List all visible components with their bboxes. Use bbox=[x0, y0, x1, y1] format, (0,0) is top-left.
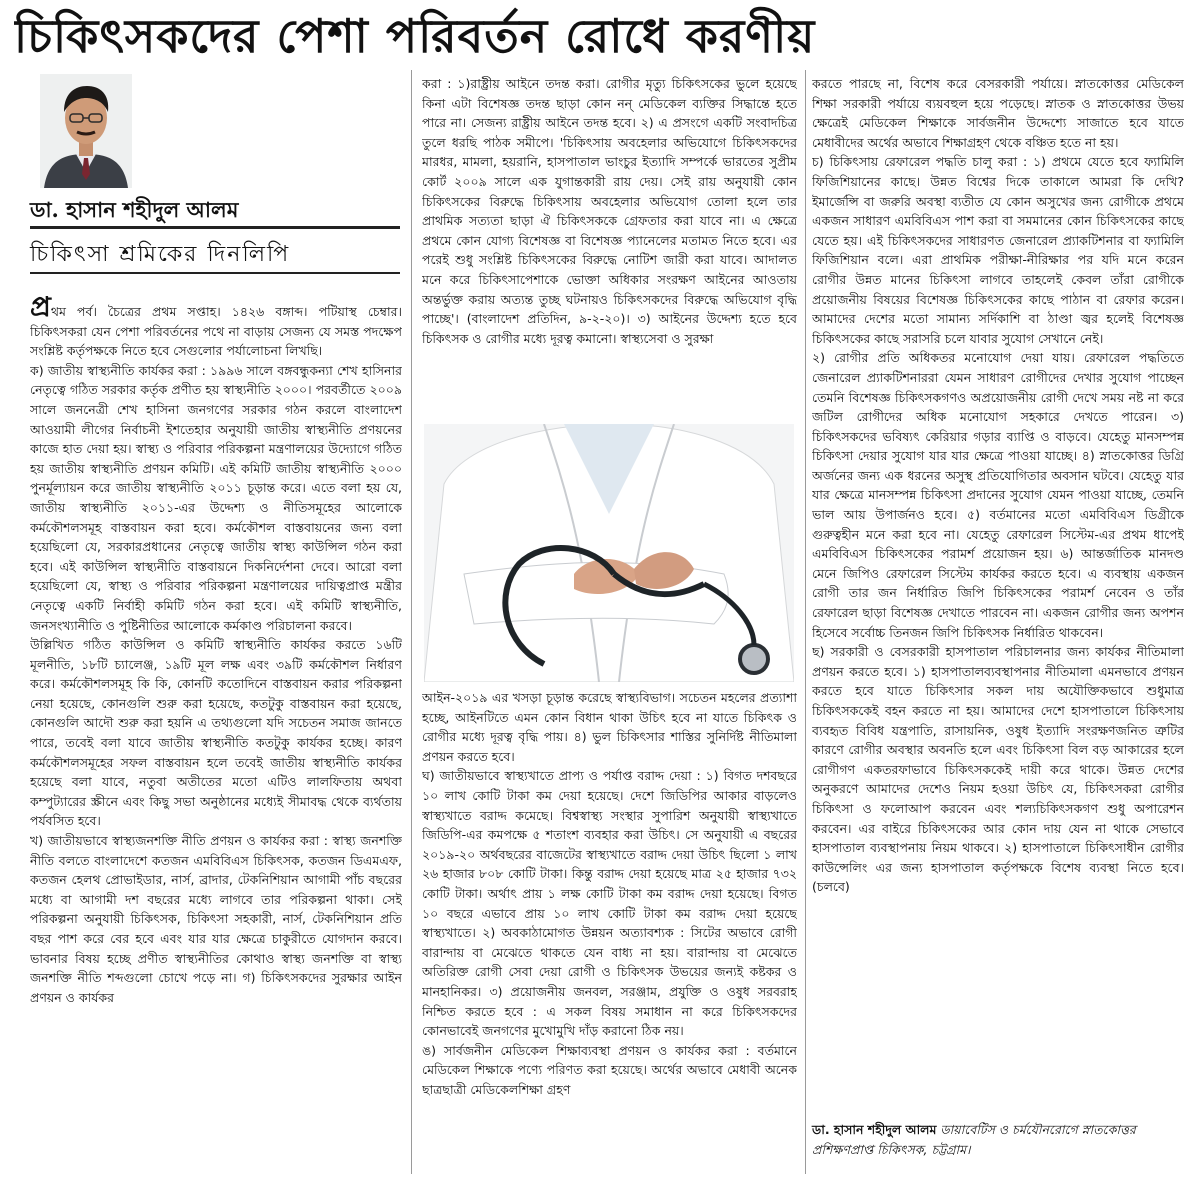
article-column-1 bbox=[30, 296, 402, 1168]
headline: চিকিৎসকদের পেশা পরিবর্তন রোধে করণীয় bbox=[14, 9, 816, 63]
paragraph: ২) রোগীর প্রতি অধিকতর মনোযোগ দেয়া যায়। রেফারেল পদ্ধতিতে জেনারেল প্র্যাকটিশনাররা যেমন সাধারণ রোগীদের দেখার সুযোগ পাচ্ছেন তেমনি বিশেষজ্ঞ চিকিৎসকগণও অপ্রয়োজনীয় রোগী দেখে সময় নষ্ট না করে জটিল রোগীদের অধিক মনোযোগ সহকারে দেখতে পারেন। ৩) চিকিৎসকদের ভবিষ্যৎ কেরিয়ার গড়ার ব্যাপ্তি ও বাড়বে। যেহেতু মানসম্পন্ন চিকিৎসা দেয়ার সুযোগ যার যার ক্ষেত্রে পাওয়া যাচ্ছে। ৪) স্নাতকোত্তর ডিগ্রি অর্জনের জন্য এক ধরনের অসুস্থ প্রতিযোগিতার অবসান ঘটবে। যেহেতু যার যার ক্ষেত্রে মানসম্পন্ন চিকিৎসা প্রদানের সুযোগ যেমন পাওয়া যাচ্ছে, তেমনি ভাল আয় উপার্জনও হবে। ৫) বর্তমানের মতো এমবিবিএস ডিগ্রীকে গুরুত্বহীন মনে করা হবে না। যেহেতু রেফারেল সিস্টেম-এর প্রথম ধাপেই এমবিবিএস চিকিৎসকের পরামর্শ প্রয়োজন হয়। ৬) আন্তর্জাতিক মানদণ্ড মেনে জিপিও রেফারেল সিস্টেম কার্যকর করতে হবে। এ ব্যবস্থায় একজন রোগী তার জন নির্ধারিত জিপি চিকিৎসকের পরামর্শ নেবেন ও তাঁর রেফারেল ছাড়া বিশেষজ্ঞ দেখাতে পারবেন না। একজন রোগীর জন্য অপশন হিসেবে সর্বোচ্চ তিনজন জিপি চিকিৎসক নির্ধারিত থাকবেন। bbox=[812, 350, 1184, 640]
article-column-3 bbox=[812, 74, 1184, 1094]
column-divider bbox=[805, 70, 806, 1174]
paragraph-text: থম পর্ব। চৈত্রের প্রথম সপ্তাহ। ১৪২৬ বঙ্গাব্দ। পটিয়াস্থ চেম্বার। চিকিৎসকরা যেন পেশা পরিবর্তনের পথে না বাড়ায় সেজন্য যে সমস্ত পদক্ষেপ সংশ্লিষ্ট কর্তৃপক্ষকে নিতে হবে সেগুলোর পর্যালোচনা লিখছি। bbox=[30, 304, 402, 359]
column-title: চিকিৎসা শ্রমিকের দিনলিপি bbox=[30, 242, 291, 267]
paragraph: চ) চিকিৎসায় রেফারেল পদ্ধতি চালু করা : ১) প্রথমে যেতে হবে ফ্যামিলি ফিজিশিয়ানের কাছে। উন্নত বিশ্বের দিকে তাকালে আমরা কি দেখি? ইমার্জেন্সি বা জরুরি অবস্থা ব্যতীত যে কোন অসুখের জন্য রোগীকে প্রথমে একজন সাধারণ এমবিবিএস পাশ করা বা সমমানের কোন চিকিৎসকের কাছে যেতে হয়। এই চিকিৎসকদের সাধারণত জেনারেল প্র্যাকটিশনার বা ফ্যামিলি ফিজিশিয়ান বলে। এরা প্রাথমিক পরীক্ষা-নীরিক্ষার পর যদি মনে করেন রোগীর উন্নত মানের চিকিৎসা লাগবে তাহলেই কেবল তাঁরা রোগীকে প্রয়োজনীয় বিষয়ের বিশেষজ্ঞ চিকিৎসকের কাছে পাঠান বা রেফার করেন। আমাদের দেশের মতো সামান্য সর্দিকাশি বা ঠাণ্ডা জ্বর হলেই বিশেষজ্ঞ চিকিৎসকের কাছে সরাসরি চলে যাবার সুযোগ সেখানে নেই। bbox=[812, 154, 1184, 346]
author-photo bbox=[40, 74, 132, 188]
paragraph: ছ) সরকারী ও বেসরকারী হাসপাতাল পরিচালনার জন্য কার্যকর নীতিমালা প্রণয়ন করতে হবে। ১) হাসপাতালব্যবস্থাপনার নীতিমালা এমনভাবে প্রণয়ন করতে হবে যাতে চিকিৎসার সকল দায় অযৌক্তিকভাবে শুধুমাত্র চিকিৎসককেই বহন করতে না হয়। আমাদের দেশে হাসপাতালে চিকিৎসায় ব্যবহৃত বিবিধ যন্ত্রপাতি, রাসায়নিক, ওষুধ ইত্যাদি সংরক্ষণজনিত ত্রুটির কারণে রোগীর অবস্থার অবনতি হলে এবং চিকিৎসা বিল বড় আকারের হলে রোগীগণ একতরফাভাবে চিকিৎসককেই দায়ী করে থাকে। উন্নত দেশের অনুকরণে আমাদের দেশেও নিয়ম হওয়া উচিৎ যে, চিকিৎসকরা রোগীর চিকিৎসা ও ফলোআপ করবেন এবং শল্যচিকিৎসকগণ শুধু অপারেশন করবেন। এর বাইরে চিকিৎসকের আর কোন দায় যেন না থাকে সেভাবে হাসপাতাল ব্যবস্থাপনায় নিয়ম থাকবে। ২) হাসপাতালে চিকিৎসাধীন রোগীর কাউন্সেলিং এর জন্য হাসপাতাল কর্তৃপক্ষকে বিশেষ ব্যবস্থা নিতে হবে। (চলবে) bbox=[812, 644, 1184, 895]
paragraph: করা : ১)রাষ্ট্রীয় আইনে তদন্ত করা। রোগীর মৃত্যু চিকিৎসকের ভুলে হয়েছে কিনা এটা বিশেষজ্ঞ তদন্ত ছাড়া কোন নন্ মেডিকেল ব্যক্তির সিদ্ধান্তে হতে পারে না। সেজন্য রাষ্ট্রীয় আইনে তদন্ত হবে। ২) এ প্রসংগে একটি সংবাদচিত্র তুলে ধরছি পাঠক সমীপে। 'চিকিৎসায় অবহেলার অভিযোগে চিকিৎসকদের মারধর, মামলা, হয়রানি, হাসপাতাল ভাংচুর ইত্যাদি সম্পর্কে ভারতের সুপ্রীম কোর্ট ২০০৯ সালে এক যুগান্তকারী রায় দেয়। সেই রায় অনুযায়ী কোন চিকিৎসকের বিরুদ্ধে চিকিৎসায় অবহেলার অভিযোগ তোলা হলে তার প্রাথমিক সত্যতা ছাড়া ঐ চিকিৎসককে গ্রেফতার করা যাবে না। এ ক্ষেত্রে প্রথমে কোন যোগ্য বিশেষজ্ঞ বা বিশেষজ্ঞ প্যানেলের মতামত নিতে হবে। এর পরেই শুধু সংশ্লিষ্ট চিকিৎসকের বিরুদ্ধে নোটিশ জারী করা যাবে। আদালত মনে করে চিকিৎসাপেশাকে ভোক্তা অধিকার সংরক্ষণ আইনের আওতায় অন্তর্ভুক্ত করায় অত্যন্ত তুচ্ছ ঘটনায়ও চিকিৎসকদের বিরুদ্ধে অভিযোগ বৃদ্ধি পাচ্ছে'। (বাংলাদেশ প্রতিদিন, ৯-২-২০)। ৩) আইনের উদ্দেশ্য হতে হবে চিকিৎসক ও রোগীর মধ্যে দূরত্ব কমানো। স্বাস্থ্যসেবা ও সুরক্ষা bbox=[422, 76, 797, 346]
drop-cap: প্র bbox=[30, 296, 51, 323]
paragraph: খ) জাতীয়ভাবে স্বাস্থ্যজনশক্তি নীতি প্রণয়ন ও কার্যকর করা : স্বাস্থ্য জনশক্তি নীতি বলতে বাংলাদেশে কতজন এমবিবিএস চিকিৎসক, কতজন ডিএমএফ, কতজন হেলথ প্রোভাইডার, নার্স, ব্রাদার, টেকনিশিয়ান আগামী পাঁচ বছরের মধ্যে বা আগামী দশ বছরের মধ্যে লাগবে তার পরিকল্পনা থাকা। সেই পরিকল্পনা অনুযায়ী চিকিৎসক, চিকিৎসা সহকারী, নার্স, টেকনিশিয়ান প্রতি বছর পাশ করে বের হবে এবং যার যার ক্ষেত্রে চাকুরীতে যোগদান করবে। ভাবনার বিষয় হচ্ছে প্রণীত স্বাস্থ্যনীতির কোথাও স্বাস্থ্য জনশক্তি বা স্বাস্থ্য জনশক্তি নীতি শব্দগুলো চোখে পড়ে না। গ) চিকিৎসকদের সুরক্ষার আইন প্রণয়ন ও কার্যকর bbox=[30, 833, 402, 1005]
paragraph: আইন-২০১৯ এর খসড়া চূড়ান্ত করেছে স্বাস্থ্যবিভাগ। সচেতন মহলের প্রত্যাশা হচ্ছে, আইনটিতে এমন কোন বিধান থাকা উচিৎ হবে না যাতে চিকিৎক ও রোগীর মধ্যে দূরত্ব বৃদ্ধি পায়। ৪) ভুল চিকিৎসার শাস্তির সুনির্দিষ্ট নীতিমালা প্রণয়ন করতে হবে। bbox=[422, 690, 797, 764]
author-name: ডা. হাসান শহীদুল আলম bbox=[30, 197, 239, 222]
paragraph: করতে পারছে না, বিশেষ করে বেসরকারী পর্যায়ে। স্নাতকোত্তর মেডিকেল শিক্ষা সরকারী পর্যায়ে ব্যয়বহুল হয়ে পড়েছে। স্নাতক ও স্নাতকোত্তর উভয় ক্ষেত্রেই মেডিকেল শিক্ষাকে সার্বজনীন উদ্দেশ্যে সাজাতে হবে যাতে মেধাবীদের অর্থের অভাবে শিক্ষাগ্রহণ থেকে বঞ্চিত হতে না হয়। bbox=[812, 76, 1184, 150]
divider bbox=[30, 272, 400, 274]
paragraph: উল্লিখিত গঠিত কাউন্সিল ও কমিটি স্বাস্থ্যনীতি কার্যকর করতে ১৬টি মূলনীতি, ১৮টি চ্যালেঞ্জ, ১৯টি মূল লক্ষ এবং ৩৯টি কর্মকৌশল নির্ধারণ করে। কর্মকৌশলসমূহ কি কি, কোনটি কতোদিনে বাস্তবায়ন করার পরিকল্পনা নেয়া হয়েছে, কোনগুলি শুরু করা হয়েছে, কতটুকু বাস্তবায়ন করা হয়েছে, কোনগুলি আদৌ শুরু করা হয়নি এ তথ্যগুলো যদি সচেতন সমাজ জানতে পারে, তবেই বলা যাবে জাতীয় স্বাস্থ্যনীতি কতটুকু কার্যকর হচ্ছে। কারণ কর্মকৌশলসমূহের সফল বাস্তবায়ন হলে তবেই জাতীয় স্বাস্থ্যনীতি কার্যকর হয়েছে বলা যাবে, নতুবা অতীতের মতো এটিও লালফিতায় অথবা কম্পুট্যারের স্ক্রীনে এবং কিছু সভা অনুষ্ঠানের মধ্যেই সীমাবদ্ধ থেকে ব্যর্থতায় পর্যবসিত হবে। bbox=[30, 637, 402, 829]
divider bbox=[30, 226, 400, 229]
byline-author-name: ডা. হাসান শহীদুল আলম bbox=[812, 1122, 937, 1137]
doctor-stethoscope-image bbox=[424, 424, 794, 682]
article-column-2-top bbox=[422, 74, 797, 420]
paragraph: ঘ) জাতীয়ভাবে স্বাস্থ্যখাতে প্রাপ্য ও পর্যাপ্ত বরাদ্দ দেয়া : ১) বিগত দশবছরে ১০ লাখ কোটি টাকা কম দেয়া হয়েছে। দেশে জিডিপির আকার বাড়লেও স্বাস্থ্যখাতে বরাদ্দ কমেছে। বিশ্বস্বাস্থ্য সংস্থার সুপারিশ অনুযায়ী স্বাস্থ্যখাতে জিডিপি-এর কমপক্ষে ৫ শতাংশ ব্যবহার করা উচিৎ। সে অনুযায়ী এ বছরের ২০১৯-২০ অর্থবছরের বাজেটের স্বাস্থ্যখাতে বরাদ্দ দেয়া উচিৎ ছিলো ১ লাখ ২৬ হাজার ৮০৮ কোটি টাকা। কিন্তু বরাদ্দ দেয়া হয়েছে মাত্র ২৫ হাজার ৭৩২ কোটি টাকা। অর্থাৎ প্রায় ১ লক্ষ কোটি টাকা কম বরাদ্দ দেয়া হয়েছে। বিগত ১০ বছরে এভাবে প্রায় ১০ লাখ কোটি টাকা কম বরাদ্দ দেয়া হয়েছে স্বাস্থ্যখাতে। ২) অবকাঠামোগত উন্নয়ন অত্যাবশ্যক : সিটের অভাবে রোগী বারান্দায় বা মেঝেতে থাকতে যেন বাধ্য না হয়। বারান্দায় বা মেঝেতে অতিরিক্ত রোগী সেবা দেয়া রোগী ও চিকিৎসক উভয়ের জন্যই কষ্টকর ও মানহানিকর। ৩) প্রয়োজনীয় জনবল, সরঞ্জাম, প্রযুক্তি ও ওষুধ সরবরাহ নিশ্চিত করতে হবে : এ সকল বিষয় সমাধান না করে চিকিৎসকদের কোনভাবেই জনগণের মুখোমুখি দাঁড় করানো ঠিক নয়। bbox=[422, 768, 797, 1039]
paragraph: ক) জাতীয় স্বাস্থ্যনীতি কার্যকর করা : ১৯৯৬ সালে বঙ্গবন্ধুকন্যা শেখ হাসিনার নেতৃত্বে গঠিত সরকার কর্তৃক প্রণীত হয় স্বাস্থ্যনীতি ২০০০। পরবর্তীতে ২০০৯ সালে জননেত্রী শেখ হাসিনা জনগণের সরকার গঠন করলে বাংলাদেশ আওয়ামী লীগের নির্বাচনী ইশতেহার অনুযায়ী জাতীয় স্বাস্থ্যনীতি প্রণয়নের কাজে হাত দেয়া হয়। স্বাস্থ্য ও পরিবার পরিকল্পনা মন্ত্রণালয়ের উদ্যোগে গঠিত হয় জাতীয় স্বাস্থ্যনীতি প্রণয়ন কমিটি। এই কমিটি জাতীয় স্বাস্থ্যনীতি ২০০০ পুনর্মূল্যায়ন করে জাতীয় স্বাস্থ্যনীতি ২০১১ চূড়ান্ত করে। এতে বলা হয় যে, জাতীয় স্বাস্থ্যনীতি ২০১১-এর উদ্দেশ্য ও নীতিসমূহের আলোকে কর্মকৌশলসমূহ বাস্তবায়ন করা হবে। কর্মকৌশল বাস্তবায়নের জন্য বলা হয়েছিলো যে, সরকারপ্রধানের নেতৃত্বে জাতীয় স্বাস্থ্য কাউন্সিল গঠন করা হবে। এই কাউন্সিল স্বাস্থ্যনীতি বাস্তবায়নে দিকনির্দেশনা দেবে। আরো বলা হয়েছিলো যে, স্বাস্থ্য ও পরিবার পরিকল্পনা মন্ত্রণালয়ের দায়িত্বপ্রাপ্ত মন্ত্রীর নেতৃত্বে একটি নির্বাহী কমিটি গঠন করা হবে। এই কমিটি স্বাস্থ্যনীতি, জনসংখ্যানীতি ও পুষ্টিনীতির আলোকে কর্মকাণ্ড পরিচালনা করবে। bbox=[30, 362, 402, 633]
column-divider bbox=[411, 70, 412, 1174]
author-byline bbox=[812, 1120, 1184, 1160]
byline-credentials: ডায়াবেটিস ও চর্মযৌনরোগে স্নাতকোত্তর প্রশিক্ষণপ্রাপ্ত চিকিৎসক, চট্টগ্রাম। bbox=[812, 1122, 1136, 1157]
article-column-2-bottom bbox=[422, 688, 797, 1144]
paragraph: ঙ) সার্বজনীন মেডিকেল শিক্ষাব্যবস্থা প্রণয়ন ও কার্যকর করা : বর্তমানে মেডিকেল শিক্ষাকে পণ্যে পরিণত করা হয়েছে। অর্থের অভাবে মেধাবী অনেক ছাত্রছাত্রী মেডিকেলশিক্ষা গ্রহণ bbox=[422, 1042, 797, 1097]
paragraph bbox=[30, 296, 402, 361]
